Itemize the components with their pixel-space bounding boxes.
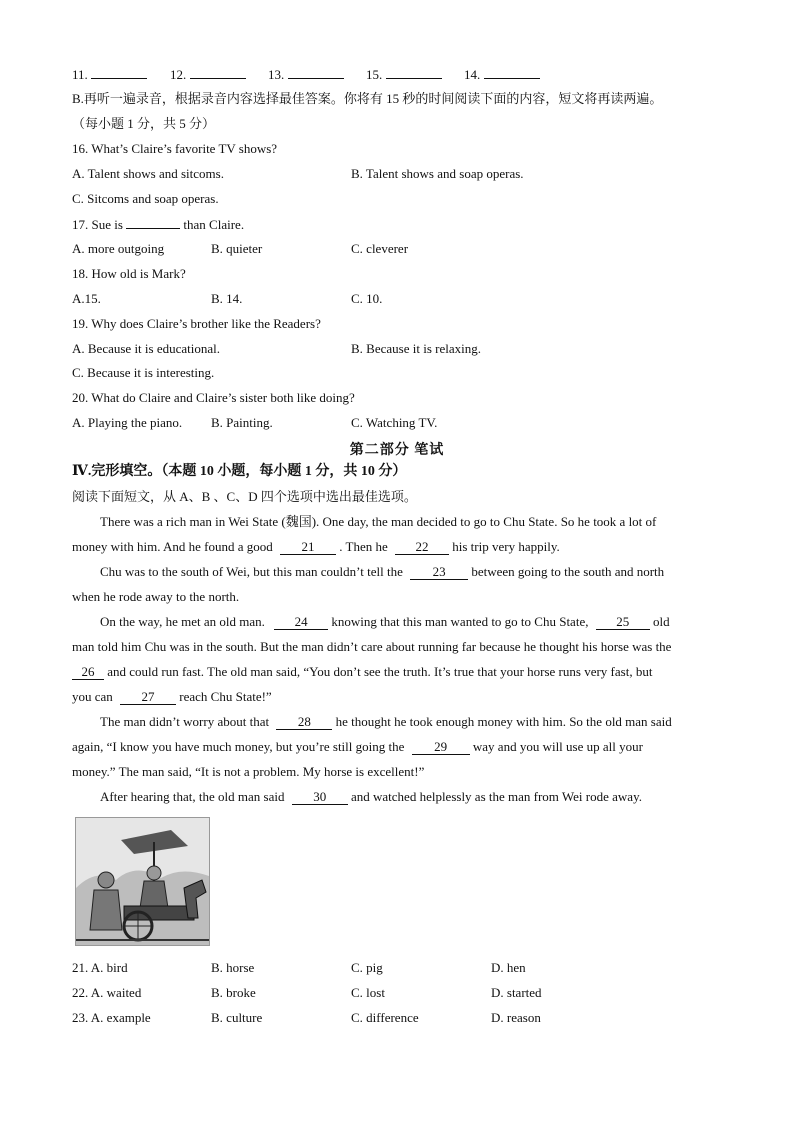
section-b-note: （每小题 1 分，共 5 分）: [72, 116, 216, 131]
option-18b: B. 14.: [211, 291, 243, 306]
blank-11: [72, 66, 147, 83]
passage-line-6: man told him Chu was in the south. But the man didn’t care about running far because he thought his horse was the: [72, 639, 672, 654]
passage-text: his trip very happily.: [452, 539, 560, 554]
option-17a: A. more outgoing: [72, 241, 165, 256]
option-17c: C. cleverer: [351, 241, 409, 256]
passage-line-2: [72, 539, 560, 555]
passage-line-11: money.” The man said, “It is not a problem. My horse is excellent!”: [72, 764, 425, 779]
illustration-drawing: [76, 818, 209, 945]
cloze-section-title: Ⅳ.完形填空。（本题 10 小题，每小题 1 分，共 10 分）: [72, 464, 407, 479]
option-21d: D. hen: [491, 960, 526, 975]
question-text: 17. Sue is: [72, 217, 123, 232]
passage-text: After hearing that, the old man said: [100, 789, 285, 804]
cloze-blank-25: 25: [596, 615, 650, 630]
blank-14: [464, 66, 540, 83]
passage-line-3: [100, 564, 664, 580]
option-16b: B. Talent shows and soap operas.: [351, 166, 524, 181]
option-23b: B. culture: [211, 1010, 263, 1025]
option-23c: C. difference: [351, 1010, 419, 1025]
question-18: 18. How old is Mark?: [72, 266, 186, 281]
option-22d: D. started: [491, 985, 542, 1000]
option-22a: 22. A. waited: [72, 985, 142, 1000]
option-16c: C. Sitcoms and soap operas.: [72, 191, 219, 206]
story-illustration: [75, 817, 210, 946]
cloze-blank-24: 24: [274, 615, 328, 630]
passage-line-4: when he rode away to the north.: [72, 589, 240, 604]
passage-text: On the way, he met an old man.: [100, 614, 265, 629]
blank-12: [170, 66, 246, 83]
cloze-blank-21: 21: [280, 540, 336, 555]
passage-text: way and you will use up all your: [472, 739, 643, 754]
blank-label: 12.: [170, 67, 187, 82]
option-20b: B. Painting.: [211, 415, 273, 430]
option-18c: C. 10.: [351, 291, 383, 306]
blank-label: 13.: [268, 67, 285, 82]
passage-text: The man didn’t worry about that: [100, 714, 270, 729]
passage-line-5: [100, 614, 670, 630]
answer-blank: [91, 66, 147, 79]
passage-text: . Then he: [339, 539, 388, 554]
option-18a: A.15.: [72, 291, 101, 306]
answer-blank: [126, 216, 180, 229]
passage-line-12: [100, 789, 642, 805]
answer-blank: [386, 66, 442, 79]
passage-text: and could run fast. The old man said, “You don’t see the truth. It’s true that your horse runs very fast, but: [107, 664, 653, 679]
part2-title: 第二部分 笔试: [349, 443, 445, 458]
passage-text: money with him. And he found a good: [72, 539, 273, 554]
cloze-blank-30: 30: [292, 790, 348, 805]
passage-text: you can: [72, 689, 113, 704]
blank-15: [366, 66, 442, 83]
passage-text: knowing that this man wanted to go to Chu State,: [331, 614, 589, 629]
blank-13: [268, 66, 344, 83]
option-19c: C. Because it is interesting.: [72, 365, 215, 380]
answer-blank: [484, 66, 540, 79]
cloze-blank-27: 27: [120, 690, 176, 705]
passage-line-9: [100, 714, 672, 730]
blank-label: 11.: [72, 67, 88, 82]
question-19: 19. Why does Claire’s brother like the Readers?: [72, 316, 321, 331]
answer-blank: [288, 66, 344, 79]
passage-text: and watched helplessly as the man from Wei rode away.: [350, 789, 642, 804]
option-22c: C. lost: [351, 985, 385, 1000]
passage-text: reach Chu State!”: [179, 689, 272, 704]
passage-line-8: [72, 689, 272, 705]
cloze-blank-23: 23: [410, 565, 468, 580]
answer-blank: [190, 66, 246, 79]
option-23a: 23. A. example: [72, 1010, 151, 1025]
cloze-blank-28: 28: [276, 715, 332, 730]
option-21a: 21. A. bird: [72, 960, 128, 975]
option-16a: A. Talent shows and sitcoms.: [72, 166, 224, 181]
option-19b: B. Because it is relaxing.: [351, 341, 481, 356]
question-20: 20. What do Claire and Claire’s sister both like doing?: [72, 390, 355, 405]
option-21b: B. horse: [211, 960, 255, 975]
passage-text: he thought he took enough money with him. So the old man said: [335, 714, 672, 729]
passage-line-1: There was a rich man in Wei State (魏国). One day, the man decided to go to Chu State. So he took a lot of: [100, 514, 657, 529]
question-16: 16. What’s Claire’s favorite TV shows?: [72, 141, 278, 156]
passage-line-10: [72, 739, 643, 755]
passage-text: again, “I know you have much money, but you’re still going the: [72, 739, 405, 754]
cloze-blank-26: 26: [72, 665, 104, 680]
passage-line-7: [72, 664, 652, 680]
option-17b: B. quieter: [211, 241, 263, 256]
option-20c: C. Watching TV.: [351, 415, 438, 430]
blank-label: 14.: [464, 67, 481, 82]
cloze-blank-22: 22: [395, 540, 449, 555]
section-b-instruction: B.再听一遍录音，根据录音内容选择最佳答案。你将有 15 秒的时间阅读下面的内容，短文将再读两遍。: [72, 91, 663, 106]
cloze-blank-29: 29: [412, 740, 470, 755]
blank-label: 15.: [366, 67, 383, 82]
passage-text: old: [652, 614, 670, 629]
option-20a: A. Playing the piano.: [72, 415, 183, 430]
option-19a: A. Because it is educational.: [72, 341, 221, 356]
question-text: than Claire.: [183, 217, 245, 232]
option-22b: B. broke: [211, 985, 256, 1000]
question-17: [72, 216, 244, 233]
passage-text: between going to the south and north: [471, 564, 665, 579]
option-23d: D. reason: [491, 1010, 541, 1025]
cloze-instruction: 阅读下面短文，从 A、B 、C、D 四个选项中选出最佳选项。: [72, 489, 417, 504]
option-21c: C. pig: [351, 960, 383, 975]
passage-text: Chu was to the south of Wei, but this man couldn’t tell the: [100, 564, 403, 579]
